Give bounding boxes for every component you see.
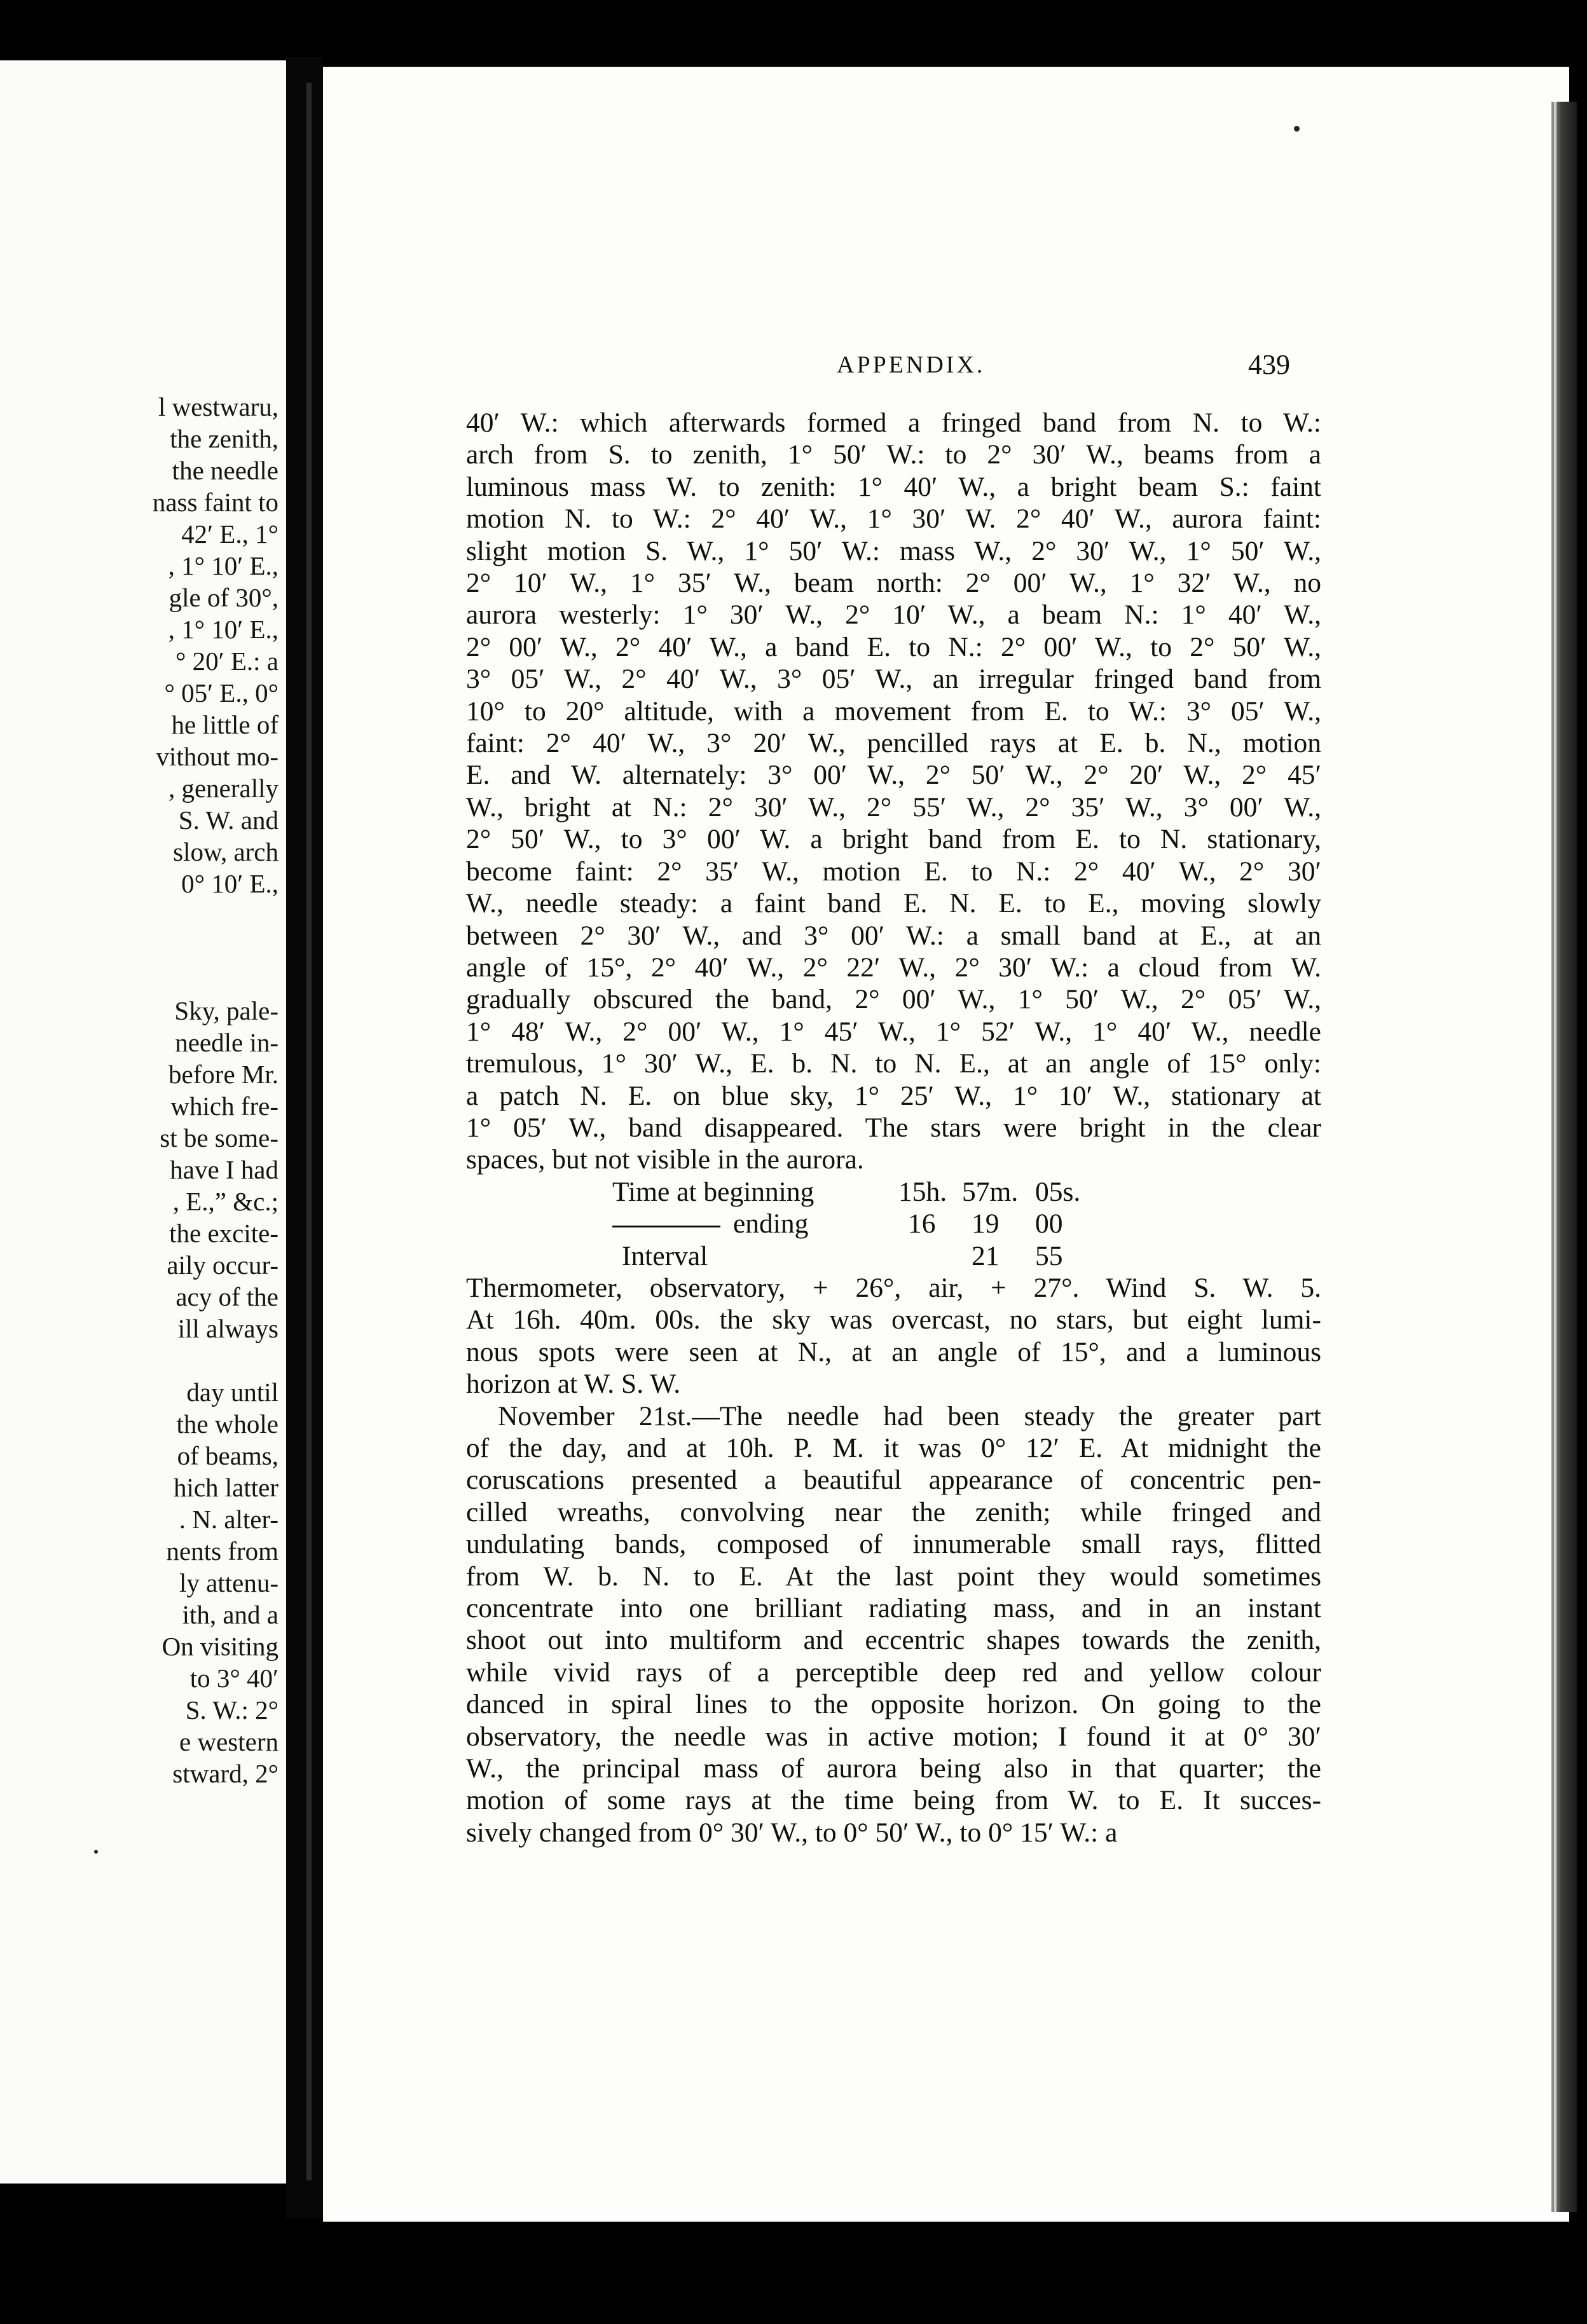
text-line: 10° to 20° altitude, with a movement from E. to W.: 3° 05′ W., [466,695,1321,727]
left-page-line: gle of 30°, [168,583,278,612]
text-line: 1° 48′ W., 2° 00′ W., 1° 45′ W., 1° 52′ W., 1° 40′ W., needle [466,1016,1321,1047]
book-gutter [286,57,323,2218]
text-line: slight motion S. W., 1° 50′ W.: mass W., 2° 30′ W., 1° 50′ W., [466,535,1321,566]
text-line: 2° 00′ W., 2° 40′ W., a band E. to N.: 2° 00′ W., to 2° 50′ W., [466,631,1321,662]
time-row-interval [466,1240,1321,1272]
left-page-line: nents from [166,1536,278,1566]
left-page-line: st be some- [160,1123,278,1152]
text-line: concentrate into one brilliant radiating mass, and in an instant [466,1592,1321,1623]
left-page-line: needle in- [175,1028,278,1057]
time-label: Time at beginning [612,1176,814,1207]
left-page-line: S. W. and [178,805,278,835]
left-page-line: , E.,” &c.; [172,1187,278,1216]
text-line: horizon at W. S. W. [466,1369,681,1400]
time-seconds: 55 [1035,1240,1063,1271]
text-line: nous spots were seen at N., at an angle of 15°, and a luminous [466,1336,1321,1367]
left-page-line: before Mr. [168,1060,278,1089]
left-page-line: which fre- [170,1091,278,1121]
left-page-line: ith, and a [182,1600,278,1629]
time-minutes: 57m. [962,1176,1019,1207]
paragraph-november-21 [466,1400,1321,1849]
text-line: danced in spiral lines to the opposite horizon. On going to the [466,1689,1321,1720]
left-page-line: aily occur- [167,1250,278,1280]
text-line: 40′ W.: which afterwards formed a fringed band from N. to W.: [466,407,1321,438]
text-line: luminous mass W. to zenith: 1° 40′ W., a bright beam S.: faint [466,471,1321,502]
left-page-line: he little of [171,710,278,739]
time-label: Interval [622,1240,708,1271]
text-line: of the day, and at 10h. P. M. it was 0° 12′ E. At midnight the [466,1432,1321,1463]
left-page-line: e western [179,1727,278,1756]
page-body [466,407,1321,1849]
page-edge [1551,102,1577,2212]
time-hours: 15h. [898,1176,947,1207]
left-page-line: the zenith, [170,424,278,453]
left-page-line: nass faint to [152,488,278,517]
text-line: motion of some rays at the time being from W. to E. It succes- [466,1785,1321,1816]
left-page-line: ° 05′ E., 0° [164,678,278,707]
left-page-line: Sky, pale- [174,996,278,1025]
text-line: angle of 15°, 2° 40′ W., 2° 22′ W., 2° 30′ W.: a cloud from W. [466,952,1321,983]
text-line: sively changed from 0° 30′ W., to 0° 50′ W., to 0° 15′ W.: a [466,1817,1118,1848]
time-minutes: 19 [972,1208,1000,1240]
text-line: E. and W. alternately: 3° 00′ W., 2° 50′ W., 2° 20′ W., 2° 45′ [466,760,1321,791]
left-page-line: the needle [172,456,278,485]
text-line: between 2° 30′ W., and 3° 00′ W.: a small band at E., at an [466,920,1321,951]
text-line: Thermometer, observatory, + 26°, air, + 27°. Wind S. W. 5. [466,1272,1321,1303]
left-page-line: , 1° 10′ E., [168,551,278,580]
left-page-line: day until [186,1377,278,1407]
time-seconds: 00 [1035,1208,1063,1240]
running-header: APPENDIX. [837,352,986,378]
left-page-line: acy of the [175,1282,278,1311]
text-line: become faint: 2° 35′ W., motion E. to N.: 2° 40′ W., 2° 30′ [466,856,1321,887]
left-page-line: . N. alter- [179,1505,278,1534]
text-line: 2° 10′ W., 1° 35′ W., beam north: 2° 00′ W., 1° 32′ W., no [466,568,1321,599]
text-line: undulating bands, composed of innumerable small rays, flitted [466,1529,1321,1560]
text-line: tremulous, 1° 30′ W., E. b. N. to N. E., at an angle of 15° only: [466,1048,1321,1079]
text-line: arch from S. to zenith, 1° 50′ W.: to 2° 30′ W., beams from a [466,439,1321,470]
text-line: aurora westerly: 1° 30′ W., 2° 10′ W., a beam N.: 1° 40′ W., [466,599,1321,631]
text-line: coruscations presented a beautiful appearance of concentric pen- [466,1465,1321,1496]
text-line: 1° 05′ W., band disappeared. The stars were bright in the clear [466,1112,1321,1143]
left-page-line: ly attenu- [179,1568,278,1597]
left-page-line: slow, arch [173,837,278,866]
ditto-dash [612,1226,720,1227]
time-row-beginning [466,1176,1321,1208]
text-line: W., needle steady: a faint band E. N. E. to E., moving slowly [466,888,1321,919]
page-number: 439 [1248,349,1290,380]
time-minutes: 21 [972,1240,1000,1271]
text-line: At 16h. 40m. 00s. the sky was overcast, no stars, but eight lumi- [466,1304,1321,1336]
text-line: observatory, the needle was in active motion; I found it at 0° 30′ [466,1721,1321,1752]
text-line: shoot out into multiform and eccentric shapes towards the zenith, [466,1625,1321,1656]
left-page-line: ill always [177,1314,278,1343]
left-page-line: , 1° 10′ E., [168,615,278,644]
left-page-line: 0° 10′ E., [181,869,278,898]
left-page-line: ° 20′ E.: a [175,646,278,676]
text-line: 2° 50′ W., to 3° 00′ W. a bright band from E. to N. stationary, [466,824,1321,855]
left-page-line: On visiting [161,1632,278,1661]
text-line: cilled wreaths, convolving near the zenith; while fringed and [466,1496,1321,1528]
text-line: W., the principal mass of aurora being also in that quarter; the [466,1753,1321,1784]
left-page-line: of beams, [177,1441,278,1470]
left-page-line: hich latter [173,1473,278,1502]
left-page-line: , generally [168,774,278,803]
text-line: while vivid rays of a perceptible deep red and yellow colour [466,1657,1321,1688]
text-line: a patch N. E. on blue sky, 1° 25′ W., 1° 10′ W., stationary at [466,1080,1321,1111]
text-line: gradually obscured the band, 2° 00′ W., 1° 50′ W., 2° 05′ W., [466,984,1321,1015]
left-page-line: stward, 2° [172,1759,278,1788]
left-page-line: the excite- [169,1219,278,1248]
text-line: faint: 2° 40′ W., 3° 20′ W., pencilled rays at E. b. N., motion [466,728,1321,759]
text-line: spaces, but not visible in the aurora. [466,1144,864,1175]
text-line: W., bright at N.: 2° 30′ W., 2° 55′ W., 2° 35′ W., 3° 00′ W., [466,791,1321,823]
left-page-line: l westwaru, [158,392,278,421]
left-page-line: 42′ E., 1° [181,519,278,549]
left-page-line: vithout mo- [156,742,278,771]
time-row-ending [466,1208,1321,1240]
left-page-line: the whole [176,1409,278,1439]
text-line: 3° 05′ W., 2° 40′ W., 3° 05′ W., an irregular fringed band from [466,664,1321,695]
left-facing-page [0,60,290,2184]
ink-speck [1294,126,1300,132]
paragraph-thermometer [466,1272,1321,1400]
time-table [466,1176,1321,1272]
text-line: November 21st.—The needle had been steady the greater part [498,1400,1321,1432]
time-hours: 16 [908,1208,936,1240]
time-label: ending [733,1208,809,1240]
paragraph-aurora-record [466,407,1321,1176]
text-line: motion N. to W.: 2° 40′ W., 1° 30′ W. 2° 40′ W., aurora faint: [466,503,1321,535]
left-page-line: S. W.: 2° [185,1695,278,1725]
time-seconds: 05s. [1035,1176,1081,1207]
ink-speck [94,1850,98,1854]
left-page-line: to 3° 40′ [189,1664,278,1693]
text-line: from W. b. N. to E. At the last point they would sometimes [466,1561,1321,1592]
left-page-line: have I had [170,1155,278,1184]
